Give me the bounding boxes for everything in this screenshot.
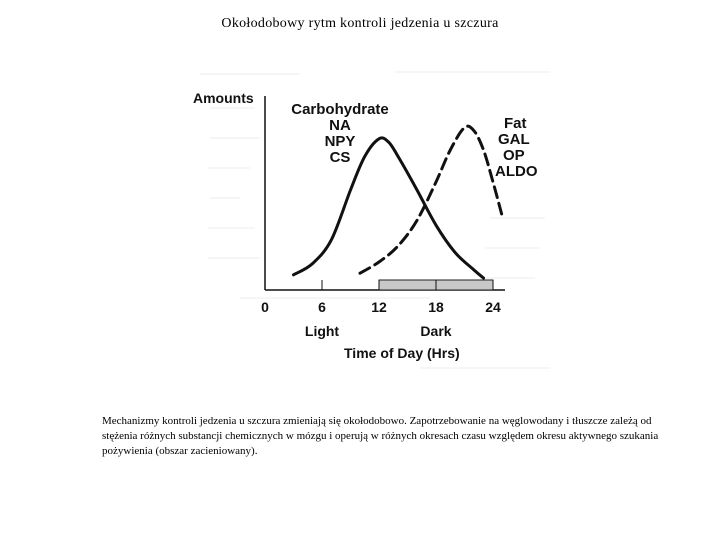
npy-label: NPY bbox=[324, 133, 356, 150]
op-label: OP bbox=[503, 147, 525, 164]
slide-title: Okołodobowy rytm kontroli jedzenia u szczura bbox=[221, 16, 499, 31]
carbohydrate-series-labels bbox=[291, 101, 389, 166]
figure-caption: Mechanizmy kontroli jedzenia u szczura zmieniają się okołodobowo. Zapotrzebowanie na węglowodany i tłuszcze zależą od stężenia różnych substancji chemicznych w mózgu i operują w różnych okresach czasu względem okresu aktywnego szukania pożywienia (obszar zacieniowany). bbox=[102, 415, 659, 457]
carbohydrate-curve bbox=[294, 138, 484, 278]
fat-label: Fat bbox=[504, 115, 527, 132]
fat-curve bbox=[360, 126, 503, 273]
aldo-label: ALDO bbox=[495, 163, 538, 180]
light-phase-label: Light bbox=[304, 323, 340, 339]
carbohydrate-label: Carbohydrate bbox=[291, 101, 389, 118]
chart-canvas bbox=[180, 68, 560, 393]
cs-label: CS bbox=[329, 149, 351, 166]
x-tick-label-0: 0 bbox=[261, 299, 269, 315]
x-tick-label-6: 6 bbox=[318, 299, 326, 315]
circadian-feeding-figure bbox=[180, 68, 560, 393]
na-label: NA bbox=[329, 117, 351, 134]
x-tick-label-12: 12 bbox=[371, 299, 387, 315]
x-tick-label-24: 24 bbox=[485, 299, 501, 315]
dark-phase-label: Dark bbox=[420, 323, 452, 339]
fat-series-labels bbox=[495, 115, 538, 180]
y-axis-label: Amounts bbox=[193, 90, 254, 106]
x-axis-label: Time of Day (Hrs) bbox=[344, 345, 460, 361]
gal-label: GAL bbox=[498, 131, 530, 148]
x-tick-label-18: 18 bbox=[428, 299, 444, 315]
